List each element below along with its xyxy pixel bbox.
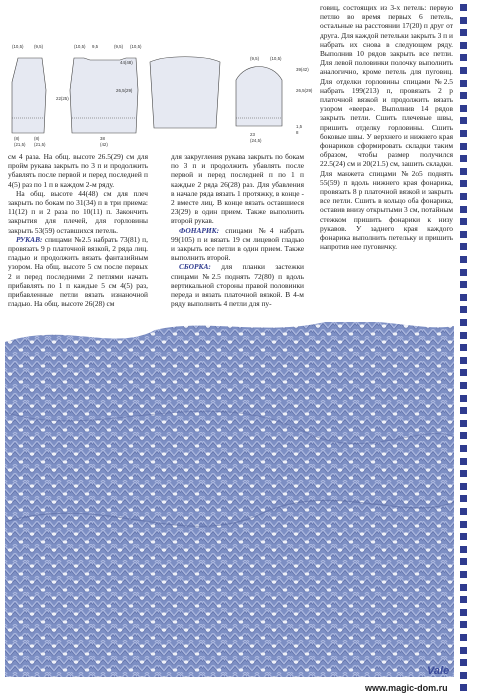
dimension-label: 9,5 <box>92 44 99 49</box>
border-square <box>460 193 467 200</box>
section-heading-fonarik: ФОНАРИК: <box>179 225 220 235</box>
border-square <box>460 495 467 502</box>
border-square <box>460 269 467 276</box>
dimension-label: 22(25) <box>56 96 69 101</box>
site-url: www.magic-dom.ru <box>365 683 448 693</box>
paragraph: спицами №2.5 набрать 73(81) п, провязать 9 р платочной вязкой, 2 ряда лиц. гладью и продолжить вязать фантазийным узором. На общ. высоте 5 см после первых 2 и перед последними 2 петлями начать прибавлять по 1 п каждые 5 см 4(5) раз, прибавленные петли вязать изнаночной гладью. На общ. высоте 26(28) см <box>8 234 148 309</box>
border-square <box>460 168 467 175</box>
border-square <box>460 382 467 389</box>
border-square <box>460 80 467 87</box>
border-square <box>460 306 467 313</box>
dimension-label: (42) <box>100 142 108 147</box>
border-square <box>460 92 467 99</box>
border-square <box>460 420 467 427</box>
border-square <box>460 42 467 49</box>
border-square <box>460 218 467 225</box>
border-square <box>460 672 467 679</box>
border-square <box>460 67 467 74</box>
border-square <box>460 634 467 641</box>
border-square <box>460 647 467 654</box>
dimension-label: 26,5(29) <box>116 88 133 93</box>
border-square <box>460 458 467 465</box>
dimension-label: 1,5 <box>296 124 303 129</box>
border-square <box>460 294 467 301</box>
border-square <box>460 17 467 24</box>
border-square <box>460 659 467 666</box>
border-square <box>460 596 467 603</box>
border-square <box>460 54 467 61</box>
border-square <box>460 508 467 515</box>
border-square <box>460 445 467 452</box>
border-square <box>460 143 467 150</box>
paragraph: см 4 раза. На общ. высоте 26.5(29) см для пройм рукава закрыть по 3 п и продолжить убавлять после первой и перед последней п 4(5) раз по 1 п в каждом 2-м ряду. <box>8 152 148 189</box>
border-square <box>460 4 467 11</box>
border-square <box>460 29 467 36</box>
border-square <box>460 369 467 376</box>
dimension-label: (10,5) <box>74 44 86 49</box>
text-column-2 <box>171 152 304 308</box>
paragraph: спицами №4 набрать 99(105) п и вязать 19 см лицевой гладью и закрыть все петли в один прием. Также выполнить второй. <box>171 225 304 263</box>
border-square <box>460 432 467 439</box>
section-heading-sborka: СБОРКА: <box>179 262 211 272</box>
section-heading-rukav: РУКАВ: <box>16 234 43 244</box>
border-square <box>460 180 467 187</box>
paragraph: для планки застежки спицами №2.5 поднять 72(80) п вдоль вертикальной стороны правой половинки переда и вязать платочной вязкой. В 4-м ряду выполнить 4 петли для пу- <box>171 262 304 309</box>
border-square <box>460 357 467 364</box>
border-square <box>460 558 467 565</box>
dimension-label: 39(42) <box>296 67 309 72</box>
border-square <box>460 546 467 553</box>
dimension-label: 44(48) <box>120 60 133 65</box>
dimension-label: (10,5) <box>12 44 24 49</box>
dimension-label: 8 <box>296 130 299 135</box>
dimension-label: 26,5(29) <box>296 88 313 93</box>
paragraph: говиц, состоящих из 3-х петель: первую петлю во время первых 6 петель, остальные на расстоянии 17(20) п друг от друга. Для каждой петельки закрыть 3 п и набрать их снова в следующем ряду. Выполнив 10 рядов закрыть все петли. Для левой половинки полочку выполнить аналогично, кроме петель для пуговиц. Для отделки горловины спицами №2.5 набрать 199(213) п, провязать 2 р платочной вязкой и продолжить вязать узором «веера». Выполнив 14 рядов закрыть петли. Сшить плечевые швы, пришить отделку горловины. Сшить боковые швы. У верхнего и нижнего края фонариков сформировать складки таким образом, чтобы размер получился 22.5(24) см и 20(21.5) см, зашить складки. Для манжета спицами №2о5 поднять 55(59) п вдоль нижнего края фонарика, провязать 8 р платочной вязкой и закрыть все петли. Сшить в кольцо оба фонарика, оставив внизу открытыми 3 см, потайным стежком пришить фонарики к низу рукавов. У заднего края каждого фонарика выполнить петельку и пришить напротив нее пуговичку. <box>320 3 453 252</box>
knit-fabric-photo <box>5 322 454 677</box>
border-square <box>460 256 467 263</box>
border-square <box>460 684 467 691</box>
dimension-label: (9,5) <box>250 56 260 61</box>
brand-logo: Vale <box>427 665 450 677</box>
dimension-label: (8) <box>34 136 40 141</box>
border-square <box>460 533 467 540</box>
border-square <box>460 332 467 339</box>
border-square <box>460 609 467 616</box>
border-square <box>460 470 467 477</box>
dimension-label: (9,5) <box>34 44 44 49</box>
border-square <box>460 407 467 414</box>
border-square <box>460 621 467 628</box>
border-square <box>460 395 467 402</box>
dimension-label: (21,5) <box>14 142 26 147</box>
border-square <box>460 105 467 112</box>
border-square <box>460 571 467 578</box>
text-column-3 <box>320 3 453 251</box>
border-square <box>460 344 467 351</box>
paragraph: для закругления рукава закрыть по бокам по 3 п и продолжить убавлять после первой и перед последней п по 1 п каждые 2 ряда 26(28) раз. Для убавления в начале ряда вязать 1 протяжку, в конце - 2 вместе лиц. В конце вязать оставшиеся 23(29) в один прием. Также выполнить второй рукав. <box>171 152 304 226</box>
dimension-label: (21,5) <box>34 142 46 147</box>
dimension-label: (8) <box>14 136 20 141</box>
border-square <box>460 130 467 137</box>
border-square <box>460 584 467 591</box>
border-square <box>460 243 467 250</box>
border-square <box>460 206 467 213</box>
dimension-label: (10,5) <box>270 56 282 61</box>
dimension-label: (24,5) <box>250 138 262 143</box>
border-square <box>460 521 467 528</box>
dimension-label: (9,5) <box>114 44 124 49</box>
dimension-label: 38 <box>100 136 105 141</box>
decorative-border <box>457 0 471 699</box>
paragraph: На общ. высоте 44(48) см для плеч закрыть по бокам по 31(34) п в три приема: 11(12) п и 2 раза по 10(11) п. Закончить закрытия для плечей, для горловины закрыть 53(59) оставшихся петель. <box>8 188 148 235</box>
text-column-1 <box>8 152 148 308</box>
border-square <box>460 117 467 124</box>
border-square <box>460 281 467 288</box>
dimension-label: (10,5) <box>130 44 142 49</box>
border-square <box>460 231 467 238</box>
border-square <box>460 483 467 490</box>
border-square <box>460 319 467 326</box>
border-square <box>460 155 467 162</box>
dimension-label: 23 <box>250 132 255 137</box>
